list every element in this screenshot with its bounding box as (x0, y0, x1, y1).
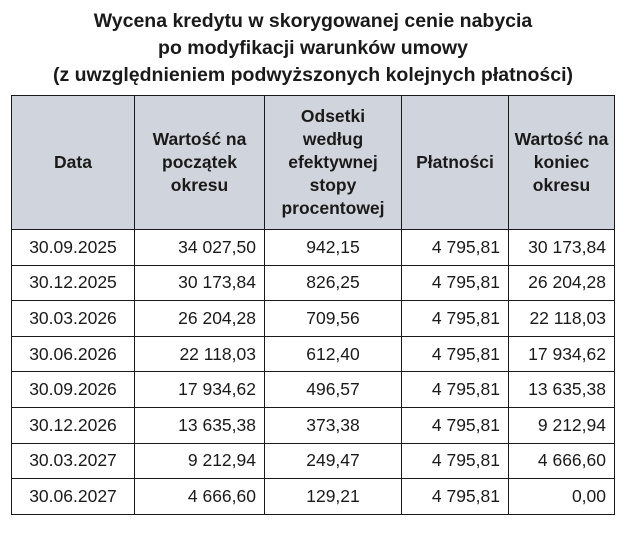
cell-date: 30.03.2027 (12, 443, 135, 479)
cell-closing-value: 0,00 (509, 479, 615, 515)
cell-date: 30.09.2026 (12, 372, 135, 408)
cell-interest: 942,15 (265, 230, 402, 266)
table-row (12, 230, 615, 266)
cell-opening-value: 30 173,84 (135, 265, 265, 301)
cell-interest: 249,47 (265, 443, 402, 479)
table-row (12, 443, 615, 479)
cell-date: 30.03.2026 (12, 301, 135, 337)
table-row (12, 479, 615, 515)
cell-closing-value: 4 666,60 (509, 443, 615, 479)
document-title (0, 8, 626, 89)
header-closing-value: Wartość na koniec okresu (509, 96, 615, 230)
cell-interest: 496,57 (265, 372, 402, 408)
cell-interest: 129,21 (265, 479, 402, 515)
cell-opening-value: 26 204,28 (135, 301, 265, 337)
loan-valuation-table (11, 95, 615, 515)
cell-closing-value: 26 204,28 (509, 265, 615, 301)
title-line-2: po modyfikacji warunków umowy (158, 37, 468, 59)
header-row (12, 96, 615, 230)
cell-closing-value: 30 173,84 (509, 230, 615, 266)
cell-date: 30.06.2026 (12, 336, 135, 372)
cell-closing-value: 9 212,94 (509, 407, 615, 443)
cell-payment: 4 795,81 (402, 407, 509, 443)
cell-date: 30.12.2026 (12, 407, 135, 443)
header-payments: Płatności (402, 96, 509, 230)
table-row (12, 301, 615, 337)
cell-date: 30.06.2027 (12, 479, 135, 515)
cell-payment: 4 795,81 (402, 336, 509, 372)
cell-payment: 4 795,81 (402, 301, 509, 337)
cell-payment: 4 795,81 (402, 265, 509, 301)
cell-interest: 826,25 (265, 265, 402, 301)
cell-closing-value: 17 934,62 (509, 336, 615, 372)
header-opening-value: Wartość na początek okresu (135, 96, 265, 230)
cell-payment: 4 795,81 (402, 372, 509, 408)
cell-closing-value: 22 118,03 (509, 301, 615, 337)
table-row (12, 265, 615, 301)
cell-payment: 4 795,81 (402, 230, 509, 266)
cell-opening-value: 9 212,94 (135, 443, 265, 479)
cell-opening-value: 4 666,60 (135, 479, 265, 515)
header-interest: Odsetki według efektywnej stopy procentowej (265, 96, 402, 230)
cell-payment: 4 795,81 (402, 479, 509, 515)
cell-interest: 709,56 (265, 301, 402, 337)
cell-date: 30.09.2025 (12, 230, 135, 266)
cell-opening-value: 13 635,38 (135, 407, 265, 443)
cell-opening-value: 22 118,03 (135, 336, 265, 372)
cell-opening-value: 34 027,50 (135, 230, 265, 266)
cell-opening-value: 17 934,62 (135, 372, 265, 408)
table-row (12, 372, 615, 408)
table-row (12, 407, 615, 443)
title-line-1: Wycena kredytu w skorygowanej cenie nabycia (93, 10, 533, 32)
cell-interest: 373,38 (265, 407, 402, 443)
cell-closing-value: 13 635,38 (509, 372, 615, 408)
table-row (12, 336, 615, 372)
header-date: Data (12, 96, 135, 230)
cell-payment: 4 795,81 (402, 443, 509, 479)
title-line-3: (z uwzględnieniem podwyższonych kolejnych płatności) (52, 64, 574, 86)
cell-date: 30.12.2025 (12, 265, 135, 301)
cell-interest: 612,40 (265, 336, 402, 372)
